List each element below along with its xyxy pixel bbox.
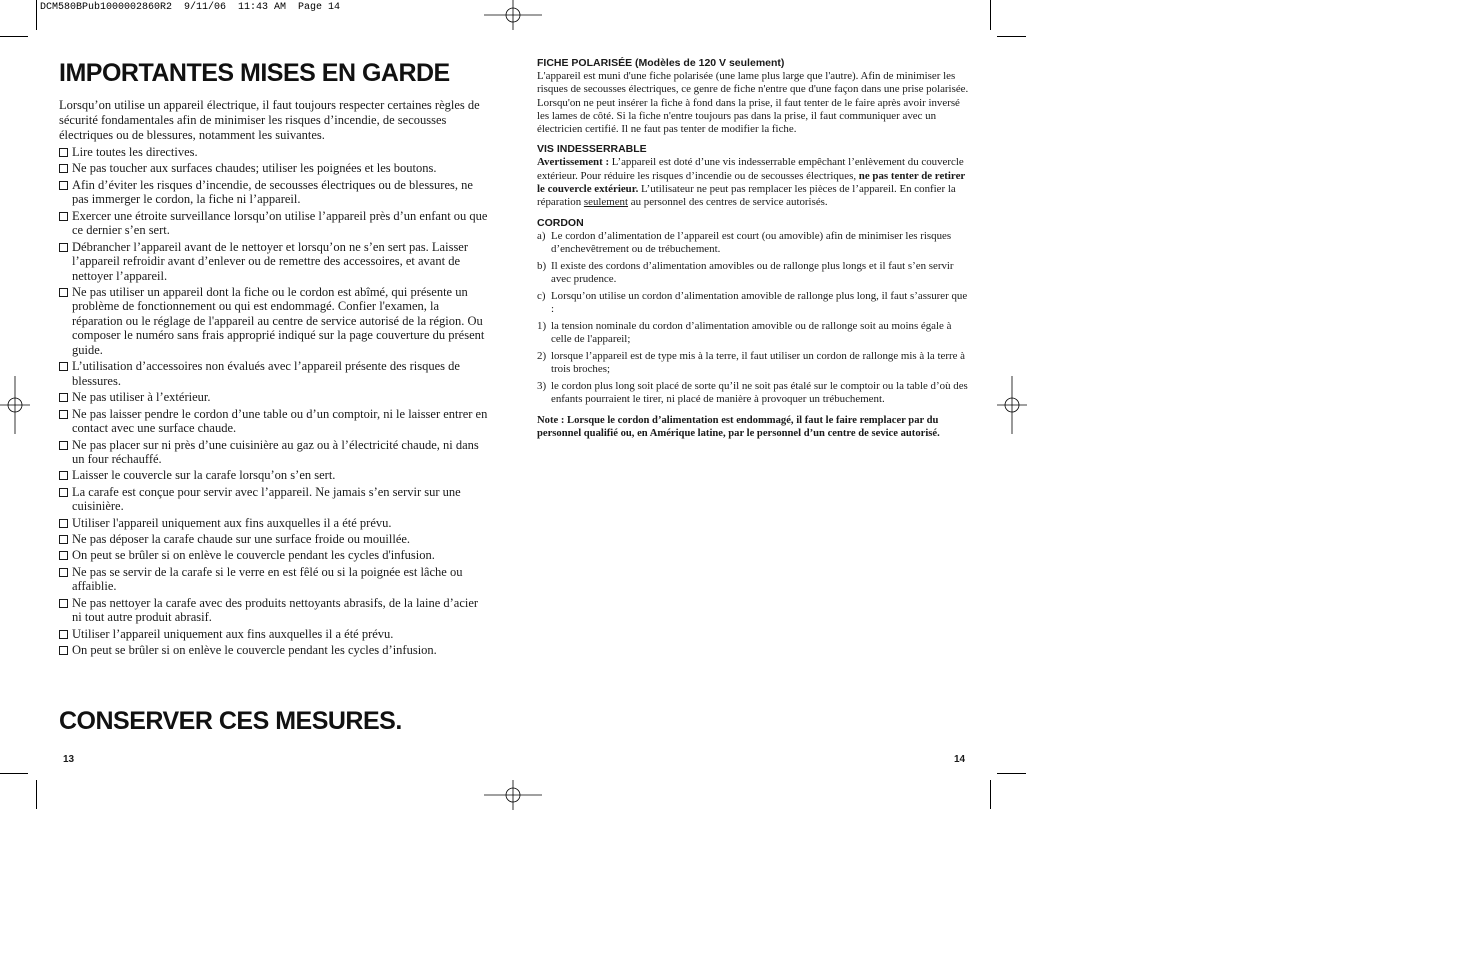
checkbox-square-icon <box>59 362 68 371</box>
checkbox-square-icon <box>59 630 68 639</box>
safety-list-item <box>59 407 489 436</box>
safety-list-item-text: Ne pas nettoyer la carafe avec des produits nettoyants abrasifs, de la laine d’acier ni tout autre produit abrasif. <box>72 595 479 625</box>
safety-list-item <box>59 438 489 467</box>
cord-list-item-label: a) <box>537 229 546 242</box>
cord-list-item-text: Lorsqu’on utilise un cordon d’alimentation amovible de rallonge plus long, il faut s’assurer que : <box>551 289 968 316</box>
tamper-screw-text-part: L’appareil est doté d’une vis indesserrable empêchant l’enlèvement du couvercle extérieur. Pour réduire les risques d’incendie ou de secousses électriques, <box>537 156 964 182</box>
tamper-screw-text-part: L’utilisateur ne peut pas remplacer les pièces de l’appareil. En confier la réparation <box>537 183 956 209</box>
safety-list-item <box>59 485 489 514</box>
safety-list-item <box>59 643 489 658</box>
checkbox-square-icon <box>59 410 68 419</box>
registration-mark-top-icon <box>484 0 542 58</box>
registration-mark-right-icon <box>983 376 1041 434</box>
crop-mark-tr-h <box>997 36 1026 37</box>
page-number-left: 13 <box>63 754 75 765</box>
safety-list-item-text: Ne pas déposer la carafe chaude sur une surface froide ou mouillée. <box>72 532 411 547</box>
cord-list-item-label: 2) <box>537 350 547 363</box>
polarized-plug-section <box>537 57 969 136</box>
cord-list-item-text: Il existe des cordons d’alimentation amovibles ou de rallonge plus longs et il faut s’en servir avec prudence. <box>551 259 954 286</box>
safety-list-item-text: Laisser le couvercle sur la carafe lorsqu’on s’en sert. <box>72 468 336 483</box>
checkbox-square-icon <box>59 535 68 544</box>
cord-list-item <box>537 290 969 317</box>
safety-list-item-text: Ne pas utiliser à l’extérieur. <box>72 390 211 405</box>
cord-list-item-label: 3) <box>537 380 547 393</box>
crop-mark-br-h <box>997 773 1026 774</box>
safety-list-item <box>59 532 489 547</box>
cord-list-item-label: b) <box>537 259 547 272</box>
polarized-plug-text: L'appareil est muni d'une fiche polarisée (une lame plus large que l'autre). Afin de minimiser les risques de secousses électriques, ce genre de fiche n'entre que d'une façon dans une prise polarisée. Lorsqu'on ne peut insérer la fiche à fond dans la prise, il faut tenter de le faire après avoir inversé les lames de côté. Si la fiche n'entre toujours pas dans la prise, il faut communiquer avec un électricien certifié. Il ne faut pas tenter de modifier la fiche. <box>537 70 969 136</box>
cord-list-item <box>537 260 969 287</box>
safety-list-item <box>59 627 489 642</box>
checkbox-square-icon <box>59 212 68 221</box>
safety-list-item <box>59 285 489 358</box>
safety-title: IMPORTANTES MISES EN GARDE <box>59 59 450 87</box>
safety-list-item-text: Afin d’éviter les risques d’incendie, de secousses électriques ou de blessures, ne pas immerger le cordon, la fiche ni l’appareil. <box>72 177 473 207</box>
safety-list-item <box>59 548 489 563</box>
crop-mark-bl-v <box>36 780 37 809</box>
checkbox-square-icon <box>59 646 68 655</box>
safety-list-item <box>59 209 489 238</box>
checkbox-square-icon <box>59 488 68 497</box>
safety-list-item-text: Débrancher l’appareil avant de le nettoyer et lorsqu’on ne s’en sert pas. Laisser l’appareil refroidir avant d’enlever ou de remettre des accessoires, et avant de nettoyer l’appareil. <box>72 239 469 283</box>
checkbox-square-icon <box>59 441 68 450</box>
cord-list-item-text: la tension nominale du cordon d’alimentation amovible ou de rallonge soit au moins égale à celle de l'appareil; <box>551 319 952 346</box>
cord-list-item <box>537 380 969 407</box>
checkbox-square-icon <box>59 551 68 560</box>
crop-mark-tl-v <box>36 0 37 30</box>
safety-list-item-text: Ne pas placer sur ni près d’une cuisinière au gaz ou à l’électricité chaude, ni dans un four réchauffé. <box>72 437 479 467</box>
tamper-screw-underlined-text: seulement <box>583 196 629 209</box>
safety-list-item <box>59 240 489 284</box>
safety-list-item-text: L’utilisation d’accessoires non évalués avec l’appareil présente des risques de blessures. <box>72 359 460 388</box>
safety-list-item <box>59 596 489 625</box>
cord-list-item <box>537 350 969 377</box>
safety-intro: Lorsqu’on utilise un appareil électrique, il faut toujours respecter certaines règles de sécurité fondamentales afin de minimiser les risques d’incendie, de secousses électriques ou de blessures, notamment les suivantes. <box>59 98 480 142</box>
checkbox-square-icon <box>59 471 68 480</box>
tamper-screw-section <box>537 143 969 209</box>
safety-list-item-text: Ne pas laisser pendre le cordon d’une table ou d’un comptoir, ni le laisser entrer en contact avec une surface chaude. <box>72 406 488 436</box>
polarized-plug-heading: FICHE POLARISÉE (Modèles de 120 V seulement) <box>537 57 785 69</box>
safety-list-item-text: Ne pas toucher aux surfaces chaudes; utiliser les poignées et les boutons. <box>72 161 437 176</box>
crop-mark-br-v <box>990 780 991 809</box>
safety-list-item <box>59 565 489 594</box>
safety-list-item-text: Ne pas utiliser un appareil dont la fiche ou le cordon est abîmé, qui présente un problème de fonctionnement ou qui est endommagé. Confier l'examen, la réparation ou le réglage de l'appareil au centre de service autorisé de la région. Ou composer le numéro sans frais approprié indiqué sur la page couverture du présent guide. <box>72 284 485 357</box>
cord-list-item-text: lorsque l’appareil est de type mis à la terre, il faut utiliser un cordon de rallonge mis à la terre à trois broches; <box>551 350 965 376</box>
tamper-screw-text-part: au personnel des centres de service autorisés. <box>628 196 828 209</box>
cord-section <box>537 217 969 407</box>
safety-list-item <box>59 161 489 176</box>
safety-list-item-text: Utiliser l'appareil uniquement aux fins auxquelles il a été prévu. <box>72 515 392 530</box>
cord-list-item-label: c) <box>537 289 546 302</box>
safety-list-item <box>59 390 489 405</box>
cord-heading: CORDON <box>537 216 584 229</box>
registration-mark-bottom-icon <box>484 780 542 838</box>
checkbox-square-icon <box>59 599 68 608</box>
safety-list-item-text: La carafe est conçue pour servir avec l’appareil. Ne jamais s’en servir sur une cuisinière. <box>72 484 461 514</box>
left-page-column <box>59 58 489 658</box>
checkbox-square-icon <box>59 243 68 252</box>
cord-list-item-label: 1) <box>537 319 547 332</box>
safety-list-item <box>59 145 489 160</box>
checkbox-square-icon <box>59 393 68 402</box>
safety-checklist <box>59 145 489 658</box>
cord-note: Note : Lorsque le cordon d’alimentation est endommagé, il faut le faire remplacer par du personnel qualifié ou, en Amérique latine, par le personnel d’un centre de sevice autorisé. <box>537 414 940 440</box>
save-instructions-title: CONSERVER CES MESURES. <box>59 707 402 735</box>
crop-mark-bl-h <box>0 773 28 774</box>
safety-list-item <box>59 178 489 207</box>
cord-list-item <box>537 320 969 347</box>
cord-list-item-text: Le cordon d’alimentation de l’appareil est court (ou amovible) afin de minimiser les risques d’enchevêtrement ou de trébuchement. <box>551 229 952 255</box>
checkbox-square-icon <box>59 148 68 157</box>
checkbox-square-icon <box>59 164 68 173</box>
warning-label: Avertissement : <box>537 156 610 169</box>
crop-mark-tl-h <box>0 36 28 37</box>
safety-list-item-text: Ne pas se servir de la carafe si le verre en est fêlé ou si la poignée est lâche ou affaiblie. <box>72 564 463 594</box>
checkbox-square-icon <box>59 568 68 577</box>
safety-list-item <box>59 468 489 483</box>
registration-mark-left-icon <box>0 376 58 434</box>
right-page-column <box>537 57 969 451</box>
safety-list-item-text: Exercer une étroite surveillance lorsqu’on utilise l’appareil près d’un enfant ou que ce dernier s’en sert. <box>72 208 488 238</box>
safety-list-item <box>59 516 489 531</box>
safety-list-item-text: Utiliser l’appareil uniquement aux fins auxquelles il a été prévu. <box>72 626 394 641</box>
cord-list <box>537 230 969 407</box>
checkbox-square-icon <box>59 519 68 528</box>
safety-list-item-text: Lire toutes les directives. <box>72 145 198 159</box>
tamper-screw-bold-text: ne pas tenter de retirer le couvercle extérieur. <box>537 169 966 196</box>
safety-list-item <box>59 359 489 388</box>
cord-list-item-text: le cordon plus long soit placé de sorte qu’il ne soit pas étalé sur le comptoir ou la table d’où des enfants pourraient le tirer, ni placé de manière à provoquer un trébuchement. <box>551 380 968 406</box>
safety-list-item-text: On peut se brûler si on enlève le couvercle pendant les cycles d'infusion. <box>72 548 435 563</box>
checkbox-square-icon <box>59 288 68 297</box>
crop-mark-tr-v <box>990 0 991 30</box>
cord-list-item <box>537 230 969 257</box>
print-slug: DCM580BPub1000002860R2 9/11/06 11:43 AM Page 14 <box>40 2 341 13</box>
tamper-screw-text <box>537 156 969 209</box>
safety-list-item-text: On peut se brûler si on enlève le couvercle pendant les cycles d’infusion. <box>72 643 437 658</box>
page-number-right: 14 <box>954 754 966 765</box>
checkbox-square-icon <box>59 181 68 190</box>
tamper-screw-heading: VIS INDESSERRABLE <box>537 143 647 156</box>
